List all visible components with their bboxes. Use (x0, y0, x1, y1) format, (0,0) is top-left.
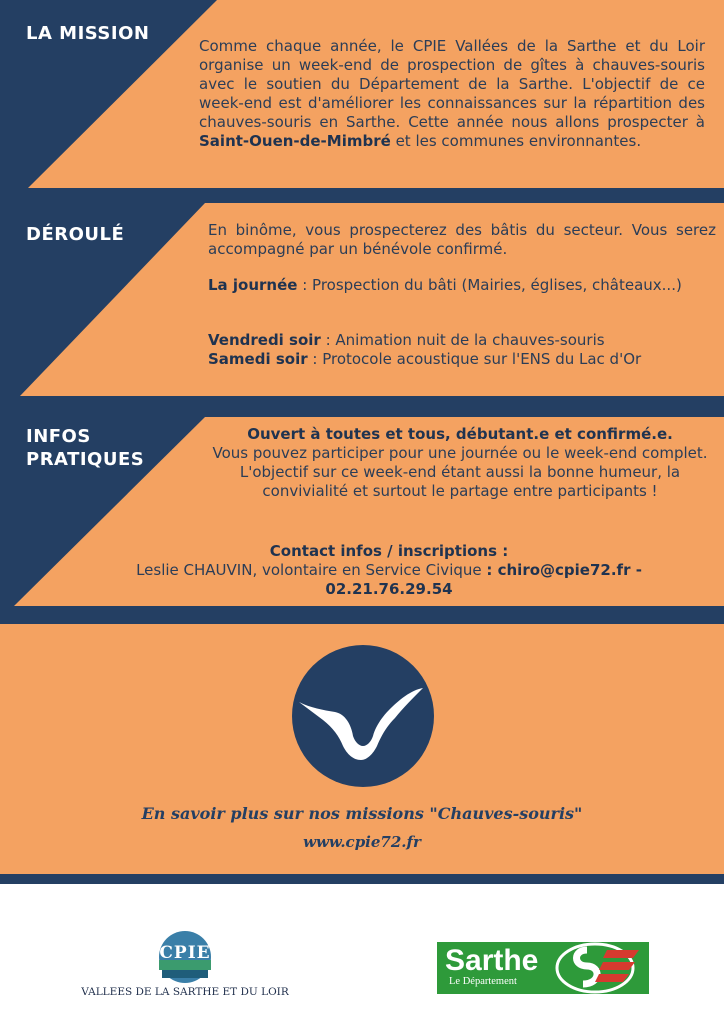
deroule-vendredi-text: : Animation nuit de la chauves-souris (320, 331, 605, 349)
deroule-journee-label: La journée (208, 276, 298, 294)
infos-open-heading: Ouvert à toutes et tous, débutant.e et confirmé.e. (247, 425, 673, 443)
infos-title-line1: INFOS (26, 426, 91, 447)
deroule-vendredi-label: Vendredi soir (208, 331, 321, 349)
deroule-samedi-text: : Protocole acoustique sur l'ENS du Lac d'Or (307, 350, 642, 368)
deroule-samedi-label: Samedi soir (208, 350, 308, 368)
cpie-caption: VALLEES DE LA SARTHE ET DU LOIR (81, 986, 289, 998)
infos-title-line2: PRATIQUES (26, 449, 145, 470)
sarthe-emblem (549, 936, 645, 998)
deroule-section (0, 203, 724, 411)
bat-circle (292, 645, 434, 787)
mission-section (0, 0, 724, 203)
infos-section (0, 411, 724, 624)
mission-text (199, 37, 705, 151)
more-website[interactable]: www.cpie72.fr (303, 833, 421, 851)
deroule-journee (208, 276, 716, 295)
infos-contact-email[interactable]: : chiro@cpie72.fr - (486, 561, 642, 579)
bat-logo (291, 644, 435, 788)
deroule-samedi (208, 350, 716, 369)
infos-contact-heading: Contact infos / inscriptions : (269, 542, 509, 560)
mission-title: LA MISSION (26, 23, 150, 44)
mission-text-before: Comme chaque année, le CPIE Vallées de la Sarthe et du Loir organise un week-end de prospection de gîtes à chauves-souris avec le soutien du Département de la Sarthe. L'objectif de ce week-end est d'améliorer les connaissances sur la répartition des chauves-souris en Sarthe. Cette année nous allons prospecter à (199, 37, 705, 131)
infos-open-text: Vous pouvez participer pour une journée ou le week-end complet. (212, 444, 708, 462)
bottom-divider (0, 874, 724, 884)
more-line1: En savoir plus sur nos missions "Chauves-souris" (141, 804, 583, 823)
mission-place: Saint-Ouen-de-Mimbré (199, 132, 391, 150)
sarthe-name: Sarthe (445, 944, 539, 977)
mission-text-after: et les communes environnantes. (390, 132, 642, 150)
deroule-title: DÉROULÉ (26, 224, 125, 245)
infos-contact-block (84, 542, 694, 599)
infos-contact-name: Leslie CHAUVIN, volontaire en Service Civique (136, 561, 487, 579)
deroule-intro: En binôme, vous prospecterez des bâtis du secteur. Vous serez accompagné par un bénévole confirmé. (208, 221, 716, 258)
cpie-letters: CPIE (159, 943, 211, 963)
deroule-vendredi (208, 331, 716, 350)
more-section (0, 624, 724, 874)
sarthe-logo (437, 942, 649, 994)
infos-open-block (200, 425, 720, 501)
infos-goal-text: L'objectif sur ce week-end étant aussi la bonne humeur, la convivialité et surtout le partage entre participants ! (239, 463, 681, 500)
deroule-journee-text: : Prospection du bâti (Mairies, églises, châteaux...) (297, 276, 682, 294)
cpie-logo (70, 930, 300, 1000)
sarthe-subtitle: Le Département (449, 976, 517, 987)
infos-contact-phone: 02.21.76.29.54 (325, 580, 453, 598)
